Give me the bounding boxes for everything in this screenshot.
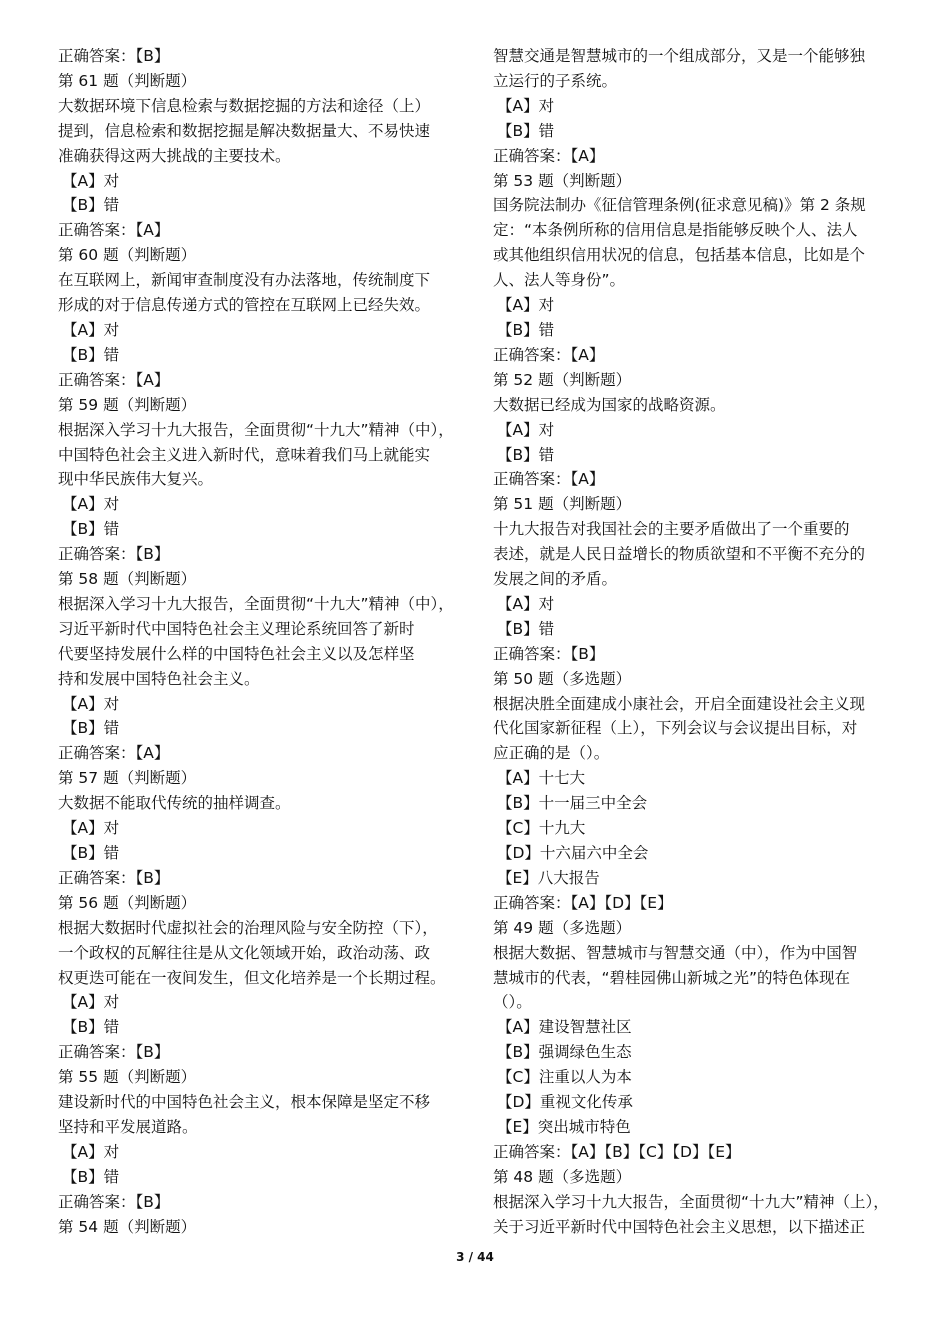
answer-line: 正确答案：【A】 [493, 470, 605, 489]
text-line: 提到，信息检索和数据挖掘是解决数据量大、不易快速 [58, 121, 431, 140]
option-line: 【D】十六届六中全会 [497, 844, 649, 862]
option-line: 【D】重视文化传承 [497, 1093, 633, 1112]
text-line: 大数据环境下信息检索与数据挖掘的方法和途径（上） [58, 96, 431, 115]
answer-line: 正确答案：【B】 [58, 868, 170, 887]
question-number: 第 53 题（判断题） [493, 171, 632, 190]
text-line: 建设新时代的中国特色社会主义，根本保障是坚定不移 [58, 1093, 431, 1112]
text-line: 现中华民族伟大复兴。 [58, 470, 214, 489]
option-line: 【C】十九大 [497, 819, 586, 838]
option-line: 【A】对 [62, 171, 120, 190]
option-line: 【B】十一届三中全会 [497, 794, 648, 813]
option-line: 【A】对 [62, 495, 120, 514]
question-number: 第 54 题（判断题） [58, 1217, 197, 1236]
text-line: 国务院法制办《征信管理条例(征求意见稿)》第 2 条规 [493, 196, 866, 215]
option-line: 【A】对 [497, 420, 555, 439]
option-line: 【A】建设智慧社区 [497, 1018, 632, 1037]
answer-line: 正确答案：【A】 [58, 370, 170, 389]
page-number: 3 / 44 [456, 1250, 494, 1264]
answer-line: 正确答案：【A】 [493, 345, 605, 364]
text-line: 慧城市的代表，“碧桂园佛山新城之光”的特色体现在 [493, 968, 851, 987]
question-number: 第 56 题（判断题） [58, 893, 197, 912]
option-line: 【B】强调绿色生态 [497, 1043, 632, 1062]
option-line: 【B】错 [497, 121, 555, 140]
text-line: 表述，就是人民日益增长的物质欲望和不平衡不充分的 [493, 545, 866, 564]
question-number: 第 49 题（多选题） [493, 918, 632, 937]
text-line: 应正确的是（）。 [493, 744, 610, 763]
text-line: 坚持和平发展道路。 [58, 1117, 198, 1136]
answer-line: 正确答案：【B】 [58, 1043, 170, 1062]
option-line: 【B】错 [62, 1167, 120, 1186]
text-line: 在互联网上，新闻审查制度没有办法落地，传统制度下 [58, 271, 431, 290]
option-line: 【B】错 [62, 345, 120, 364]
right-column [493, 44, 903, 1240]
option-line: 【A】对 [497, 96, 555, 115]
text-line: 形成的对于信息传递方式的管控在互联网上已经失效。 [58, 296, 431, 315]
option-line: 【A】对 [62, 1142, 120, 1161]
text-line: 大数据不能取代传统的抽样调查。 [58, 794, 291, 813]
option-line: 【B】错 [497, 619, 555, 638]
text-line: 根据深入学习十九大报告，全面贯彻“十九大”精神（上）， [493, 1192, 889, 1211]
question-number: 第 60 题（判断题） [58, 246, 197, 265]
option-line: 【A】对 [62, 694, 120, 713]
option-line: 【A】对 [62, 819, 120, 838]
option-line: 【B】错 [62, 719, 120, 738]
question-number: 第 48 题（多选题） [493, 1167, 632, 1186]
text-line: 立运行的子系统。 [493, 71, 618, 90]
text-line: 根据大数据时代虚拟社会的治理风险与安全防控（下）， [58, 918, 438, 937]
answer-line: 正确答案：【B】 [58, 545, 170, 564]
text-line: 根据大数据、智慧城市与智慧交通（中），作为中国智 [493, 943, 858, 962]
text-line: 发展之间的矛盾。 [493, 570, 618, 589]
question-number: 第 58 题（判断题） [58, 570, 197, 589]
answer-line: 正确答案：【A】【B】【C】【D】【E】 [493, 1142, 741, 1161]
text-line: 根据深入学习十九大报告，全面贯彻“十九大”精神（中）， [58, 594, 454, 613]
text-line: 中国特色社会主义进入新时代，意味着我们马上就能实 [58, 445, 431, 464]
text-line: 人、法人等身份”。 [493, 271, 626, 290]
question-number: 第 55 题（判断题） [58, 1068, 197, 1087]
question-number: 第 50 题（多选题） [493, 669, 632, 688]
option-line: 【E】突出城市特色 [497, 1117, 631, 1136]
option-line: 【A】十七大 [497, 769, 586, 788]
option-line: 【B】错 [62, 844, 120, 862]
option-line: 【B】错 [62, 196, 120, 215]
option-line: 【A】对 [62, 320, 120, 339]
option-line: 【B】错 [497, 445, 555, 464]
option-line: 【C】注重以人为本 [497, 1068, 632, 1087]
text-line: 大数据已经成为国家的战略资源。 [493, 395, 726, 414]
answer-line: 正确答案：【B】 [58, 47, 170, 65]
text-line: 根据决胜全面建成小康社会，开启全面建设社会主义现 [493, 694, 866, 713]
answer-line: 正确答案：【A】【D】【E】 [493, 893, 673, 912]
answer-line: 正确答案：【B】 [58, 1192, 170, 1211]
text-line: 十九大报告对我国社会的主要矛盾做出了一个重要的 [493, 520, 850, 539]
answer-line: 正确答案：【B】 [493, 644, 605, 663]
text-line: 根据深入学习十九大报告，全面贯彻“十九大”精神（中）， [58, 420, 454, 439]
text-line: 权更迭可能在一夜间发生，但文化培养是一个长期过程。 [58, 968, 446, 987]
option-line: 【B】错 [497, 320, 555, 339]
text-line: 代要坚持发展什么样的中国特色社会主义以及怎样坚 [58, 644, 415, 663]
text-line: 习近平新时代中国特色社会主义理论系统回答了新时 [58, 619, 415, 638]
option-line: 【A】对 [62, 993, 120, 1012]
answer-line: 正确答案：【A】 [58, 744, 170, 763]
text-line: 定：“本条例所称的信用信息是指能够反映个人、法人 [493, 221, 858, 240]
text-line: 关于习近平新时代中国特色社会主义思想，以下描述正 [493, 1217, 866, 1236]
option-line: 【E】八大报告 [497, 868, 600, 887]
text-line: 持和发展中国特色社会主义。 [58, 669, 260, 688]
text-line: 或其他组织信用状况的信息，包括基本信息，比如是个 [493, 246, 866, 265]
option-line: 【B】错 [62, 520, 120, 539]
text-line: 准确获得这两大挑战的主要技术。 [58, 146, 291, 165]
option-line: 【B】错 [62, 1018, 120, 1037]
option-line: 【A】对 [497, 296, 555, 315]
text-line: （）。 [493, 993, 532, 1012]
question-number: 第 51 题（判断题） [493, 495, 632, 514]
answer-line: 正确答案：【A】 [58, 221, 170, 240]
text-line: 智慧交通是智慧城市的一个组成部分，又是一个能够独 [493, 47, 866, 65]
option-line: 【A】对 [497, 594, 555, 613]
answer-line: 正确答案：【A】 [493, 146, 605, 165]
question-number: 第 57 题（判断题） [58, 769, 197, 788]
question-number: 第 61 题（判断题） [58, 71, 197, 90]
text-line: 一个政权的瓦解往往是从文化领域开始，政治动荡、政 [58, 943, 431, 962]
question-number: 第 59 题（判断题） [58, 395, 197, 414]
left-column [58, 44, 473, 1240]
question-number: 第 52 题（判断题） [493, 370, 632, 389]
text-line: 代化国家新征程（上），下列会议与会议提出目标，对 [493, 719, 858, 738]
